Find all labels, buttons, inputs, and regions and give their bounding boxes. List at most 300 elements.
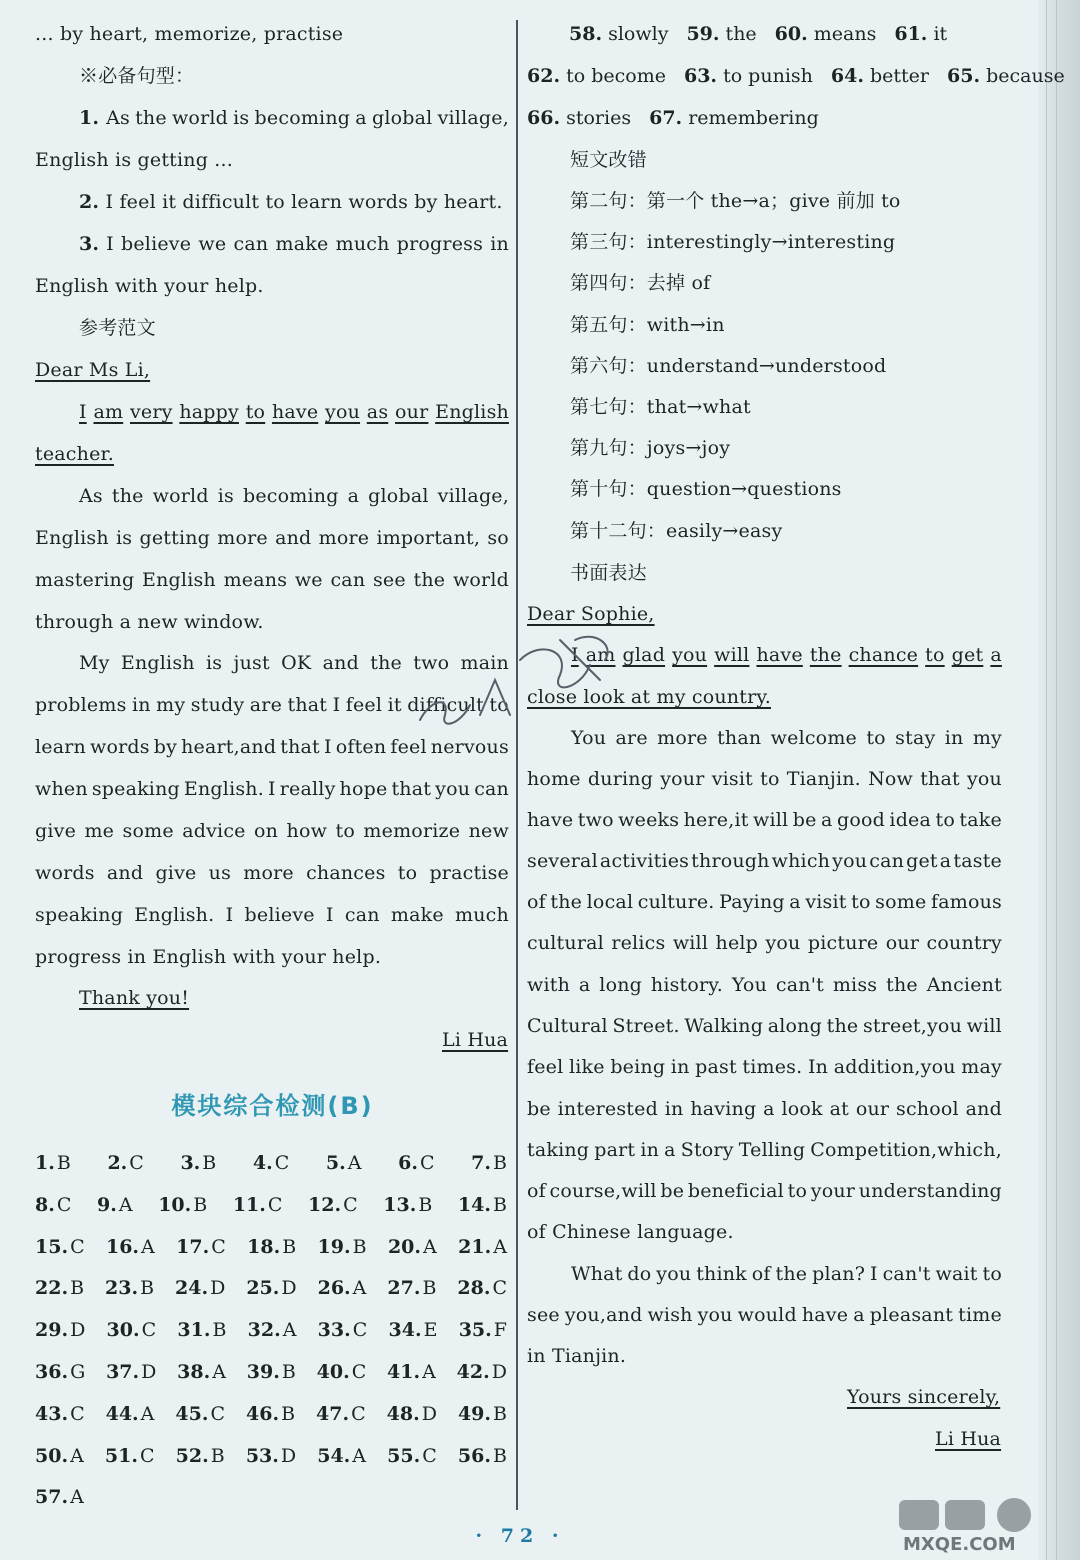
answer-item: 45. C (175, 1402, 226, 1425)
answer-item: 64. better (830, 65, 929, 87)
word: are (249, 694, 283, 716)
word: two (577, 809, 614, 831)
word: our (885, 932, 920, 954)
answer-item: 50. A (35, 1444, 84, 1467)
word: You (731, 974, 768, 996)
word: have (801, 1304, 849, 1326)
word: in (490, 233, 509, 255)
answer-row (35, 1485, 507, 1509)
letter-signature: Li Hua (935, 1428, 1002, 1450)
section-label: ※必备句型： (79, 65, 195, 87)
word: of (751, 1263, 771, 1285)
text-line (527, 1097, 1002, 1121)
answer-row (35, 1444, 507, 1468)
answer-item: 3. B (180, 1152, 217, 1174)
word: I (869, 1263, 878, 1285)
text-line (571, 1262, 1002, 1286)
word: miss (832, 974, 878, 996)
word: will (672, 932, 709, 954)
text-line (35, 903, 509, 927)
word: street,you (862, 1015, 963, 1037)
word: activities (599, 850, 690, 872)
word: global (371, 107, 433, 129)
text-line (527, 767, 1002, 791)
answer-item: 21. A (458, 1235, 507, 1258)
correction-item: 第十二句：easily→easy (570, 519, 783, 542)
word: think (696, 1263, 747, 1285)
word: see (527, 1304, 560, 1326)
word: by (153, 736, 178, 758)
word: in (664, 1098, 684, 1120)
answer-item: 12. C (308, 1193, 358, 1216)
word: a (578, 974, 591, 996)
word: school (896, 1098, 959, 1120)
answer-row (527, 64, 1080, 88)
word: we (294, 569, 323, 591)
word: English. (134, 904, 215, 926)
word: which (771, 850, 831, 872)
text-line (35, 861, 509, 885)
word: Now (868, 768, 914, 790)
letter-signature: Li Hua (442, 1029, 509, 1051)
word: wait (935, 1263, 978, 1285)
word: plan? (812, 1263, 866, 1285)
correction-item: 第二句：第一个 the→a；give 前加 to (570, 190, 901, 212)
word: 3. I (79, 233, 114, 255)
text-line (35, 777, 509, 801)
word: to (335, 820, 355, 842)
word: make (390, 904, 444, 926)
word: have (527, 809, 574, 831)
text-line (35, 568, 509, 592)
word: more (318, 527, 370, 549)
answer-item: 34. E (388, 1319, 438, 1342)
word: part (594, 1139, 636, 1161)
word: advice (182, 820, 246, 842)
answer-item: 67. remembering (649, 107, 819, 129)
word: do (627, 1263, 652, 1285)
answer-row (35, 1276, 507, 1300)
word: taste (953, 850, 1002, 872)
word: learn (35, 736, 86, 758)
answer-item: 29. D (35, 1319, 86, 1342)
text-line (79, 400, 509, 424)
answer-item: 2. C (107, 1152, 144, 1174)
word: would (737, 1304, 797, 1326)
word: a (664, 1139, 676, 1161)
page-edge-line (1056, 0, 1057, 1560)
item-number: 3. (79, 233, 107, 255)
answer-row (569, 22, 965, 46)
word: progress (396, 233, 484, 255)
answer-item: 52. B (175, 1444, 225, 1467)
word: your (660, 768, 705, 790)
word: I (79, 401, 87, 423)
answer-row (527, 106, 837, 130)
word: What (571, 1263, 623, 1285)
word: be (660, 1180, 685, 1202)
text-line: ... by heart, memorize, practise (35, 23, 344, 45)
word: just (233, 652, 270, 674)
word: am (93, 401, 124, 423)
answer-item: 40. C (316, 1361, 367, 1383)
word: is (206, 652, 223, 674)
answer-item: 13. B (383, 1193, 433, 1216)
answer-item: 65. because (947, 65, 1065, 87)
answer-item: 37. D (106, 1361, 157, 1383)
text-line (527, 1138, 1002, 1162)
word: see (372, 569, 406, 591)
word: and (275, 527, 312, 549)
letter-greeting: Dear Sophie, (527, 603, 655, 625)
word: pleasant (869, 1304, 954, 1326)
word: of (527, 891, 546, 913)
word: 1. As (79, 107, 130, 129)
text-line: through a new window. (35, 611, 264, 633)
word: feel (390, 736, 427, 758)
word: my (156, 694, 186, 716)
word: the (886, 974, 918, 996)
word: local (586, 891, 634, 913)
word: means (223, 569, 288, 591)
word: to (925, 644, 945, 666)
word: us (208, 862, 232, 884)
answer-item: 14. B (457, 1193, 507, 1216)
word: will (753, 809, 789, 831)
word: much (335, 233, 390, 255)
word: past (695, 1056, 737, 1078)
text-line (527, 973, 1002, 997)
word: is (116, 527, 133, 549)
word: much (455, 904, 509, 926)
answer-item: 66. stories (527, 107, 632, 129)
answer-item: 55. C (387, 1444, 437, 1467)
answer-item: 39. B (246, 1361, 296, 1383)
word: stay (895, 727, 936, 749)
answer-item: 19. B (317, 1235, 367, 1258)
word: will (966, 1015, 1002, 1037)
word: along (767, 1015, 822, 1037)
text-line (527, 1179, 1002, 1203)
section-title: 模块综合检测(B) (171, 1092, 374, 1120)
word: may (961, 1056, 1002, 1078)
answer-item: 63. to punish (683, 65, 813, 87)
text-line (35, 819, 509, 843)
answer-item: 53. D (245, 1444, 297, 1467)
word: as (366, 401, 389, 423)
word: it (387, 694, 402, 716)
answer-item: 8. C (35, 1193, 72, 1216)
word: in (640, 1139, 660, 1161)
word: I (268, 778, 276, 800)
answer-item: 42. D (456, 1361, 507, 1383)
word: look (781, 1098, 823, 1120)
word: to (787, 1180, 808, 1202)
answer-item: 35. F (458, 1319, 507, 1342)
answer-item: 49. B (457, 1402, 507, 1425)
answer-row (35, 1235, 507, 1259)
word: through (691, 850, 770, 872)
word: becoming (254, 107, 351, 129)
word: me (84, 820, 115, 842)
handwritten-annotation (400, 620, 640, 740)
word: interested (557, 1098, 658, 1120)
word: with (527, 974, 571, 996)
word: welcome (770, 727, 857, 749)
word: two (413, 652, 450, 674)
answer-item: 44. A (105, 1402, 155, 1425)
answer-item: 33. C (317, 1319, 368, 1342)
correction-item: 第九句：joys→joy (570, 437, 731, 460)
word: you (325, 401, 361, 423)
word: be (527, 1098, 551, 1120)
word: times. (742, 1056, 803, 1078)
word: than (717, 727, 762, 749)
word: on (254, 820, 279, 842)
word: mastering (35, 569, 135, 591)
word: a (347, 485, 360, 507)
answer-item: 22. B (35, 1277, 85, 1300)
text-line: teacher. (35, 443, 114, 465)
word: glad (622, 644, 666, 666)
word: idea (889, 809, 932, 831)
word: you (697, 1304, 733, 1326)
answer-row (35, 1151, 507, 1175)
correction-item: 第十句：question→questions (570, 478, 842, 501)
letter-closing: Yours sincerely, (847, 1386, 1001, 1408)
word: nervous (430, 736, 509, 758)
word: can't (882, 1263, 931, 1285)
word: visit (805, 891, 847, 913)
word: course,will (549, 1180, 657, 1202)
word: give (35, 820, 77, 842)
word: weeks (618, 809, 680, 831)
text-line (527, 1014, 1002, 1038)
word: to (935, 809, 955, 831)
word: Cultural (527, 1015, 608, 1037)
word: feel (345, 694, 383, 716)
word: give (155, 862, 197, 884)
word: village, (437, 485, 509, 507)
answer-row (35, 1360, 507, 1384)
word: of (527, 1180, 546, 1202)
word: can't (775, 974, 824, 996)
word: really (279, 778, 336, 800)
word: some (875, 891, 927, 913)
word: main (460, 652, 509, 674)
section-label: 书面表达 (570, 562, 647, 584)
word: that (391, 778, 432, 800)
word: to (245, 401, 266, 423)
word: hope (339, 778, 388, 800)
text-line (35, 526, 509, 550)
word: have (271, 401, 319, 423)
watermark-logo (889, 1494, 1074, 1554)
word: can (233, 233, 269, 255)
answer-row (35, 1193, 507, 1217)
page-edge (1038, 0, 1080, 1560)
answer-item: 54. A (317, 1444, 367, 1467)
item-number: 2. (79, 191, 100, 213)
text-line: of Chinese language. (527, 1221, 734, 1243)
word: so (487, 527, 509, 549)
word: to (982, 1263, 1002, 1285)
answer-item: 23. B (105, 1277, 155, 1300)
word: to (866, 727, 886, 749)
word: understanding (858, 1180, 1002, 1202)
answer-row (35, 1402, 507, 1426)
answer-item: 1. B (35, 1152, 71, 1174)
word: relics (611, 932, 666, 954)
word: Telling (738, 1139, 806, 1161)
correction-item: 第三句：interestingly→interesting (570, 231, 896, 254)
word: Street. (612, 1015, 680, 1037)
word: when (35, 778, 88, 800)
word: Walking (684, 1015, 764, 1037)
page-number: · 72 · (475, 1525, 565, 1547)
text-line (79, 106, 509, 130)
answer-item: 32. A (247, 1319, 297, 1342)
word: culture. (637, 891, 715, 913)
word: to (851, 891, 871, 913)
word: history. (650, 974, 723, 996)
word: our (395, 401, 429, 423)
word: Competition,which, (810, 1139, 1002, 1161)
answer-item: 27. B (387, 1277, 437, 1300)
answer-item: 30. C (106, 1319, 157, 1342)
word: Tianjin. (786, 768, 861, 790)
word: speaking (91, 778, 180, 800)
answer-item: 4. C (252, 1152, 290, 1174)
word: more (657, 727, 708, 749)
answer-item: 48. D (386, 1402, 437, 1425)
word: the (826, 1015, 859, 1037)
text-line (527, 808, 1002, 832)
word: are (615, 727, 648, 749)
answer-item: 46. B (246, 1402, 296, 1425)
word: take (959, 809, 1002, 831)
word: in (944, 727, 964, 749)
word: taking (527, 1139, 590, 1161)
word: to (489, 694, 509, 716)
word: being (610, 1056, 666, 1078)
word: you (966, 768, 1002, 790)
word: you (656, 1263, 692, 1285)
word: global (368, 485, 429, 507)
word: believe (120, 233, 192, 255)
word: I (325, 904, 334, 926)
word: be (792, 809, 817, 831)
word: the (135, 107, 167, 129)
word: Ancient (926, 974, 1002, 996)
correction-item: 第四句：去掉 of (570, 272, 711, 295)
answer-item: 57. A (35, 1486, 84, 1509)
word: can (474, 778, 509, 800)
word: English (35, 527, 109, 549)
word: that (920, 768, 960, 790)
word: Paying (719, 891, 785, 913)
word: practise (429, 862, 509, 884)
text-line (79, 484, 509, 508)
word: feel (527, 1056, 564, 1078)
answer-item: 41. A (387, 1361, 436, 1383)
answer-item: 43. C (35, 1402, 85, 1425)
word: OK (281, 652, 312, 674)
word: that (280, 736, 320, 758)
text-line (527, 931, 1002, 955)
word: the (413, 569, 446, 591)
word: the (111, 485, 144, 507)
word: study (190, 694, 245, 716)
text-line (527, 1303, 1002, 1327)
word: new (468, 820, 509, 842)
word: a (355, 107, 367, 129)
word: having (690, 1098, 757, 1120)
word: am (585, 644, 616, 666)
word: and (106, 862, 144, 884)
word: world (171, 107, 228, 129)
word: beneficial (687, 1180, 784, 1202)
word: will (714, 644, 750, 666)
word: world (452, 569, 509, 591)
word: the (809, 644, 842, 666)
word: cultural (527, 932, 604, 954)
word: village, (437, 107, 509, 129)
word: is (233, 107, 250, 129)
answer-item: 51. C (104, 1444, 155, 1467)
word: is (217, 485, 234, 507)
word: get (906, 850, 938, 872)
word: memorize (363, 820, 461, 842)
word: often (335, 736, 387, 758)
answer-item: 62. to become (527, 65, 666, 87)
word: the (550, 891, 583, 913)
column-divider (516, 20, 518, 1510)
word: can (330, 569, 366, 591)
answer-item: 47. C (316, 1402, 366, 1425)
word: visit (711, 768, 753, 790)
word: you (832, 850, 868, 872)
word: a (789, 891, 801, 913)
svg-text:MXQE.COM: MXQE.COM (903, 1534, 1016, 1554)
answer-item: 60. means (774, 23, 877, 45)
answer-item: 61. it (894, 23, 948, 45)
text-line (79, 232, 509, 256)
text-line (527, 890, 1002, 914)
word: famous (930, 891, 1002, 913)
word: happy (179, 401, 239, 423)
word: wish (647, 1304, 693, 1326)
letter-closing: Thank you! (79, 987, 190, 1009)
word: country (926, 932, 1002, 954)
answer-item: 7. B (471, 1152, 507, 1174)
word: You (571, 727, 607, 749)
word: some (122, 820, 174, 842)
word: how (286, 820, 328, 842)
word: our (855, 1098, 890, 1120)
word: a (853, 1304, 865, 1326)
word: help (715, 932, 759, 954)
word: you,and (564, 1304, 643, 1326)
word: more (217, 527, 268, 549)
word: to (760, 768, 780, 790)
word: becoming (242, 485, 339, 507)
answer-item: 20. A (387, 1235, 437, 1258)
text-line (79, 190, 503, 214)
text-line (527, 849, 1002, 873)
word: chance (848, 644, 919, 666)
text-line (527, 1055, 1002, 1079)
